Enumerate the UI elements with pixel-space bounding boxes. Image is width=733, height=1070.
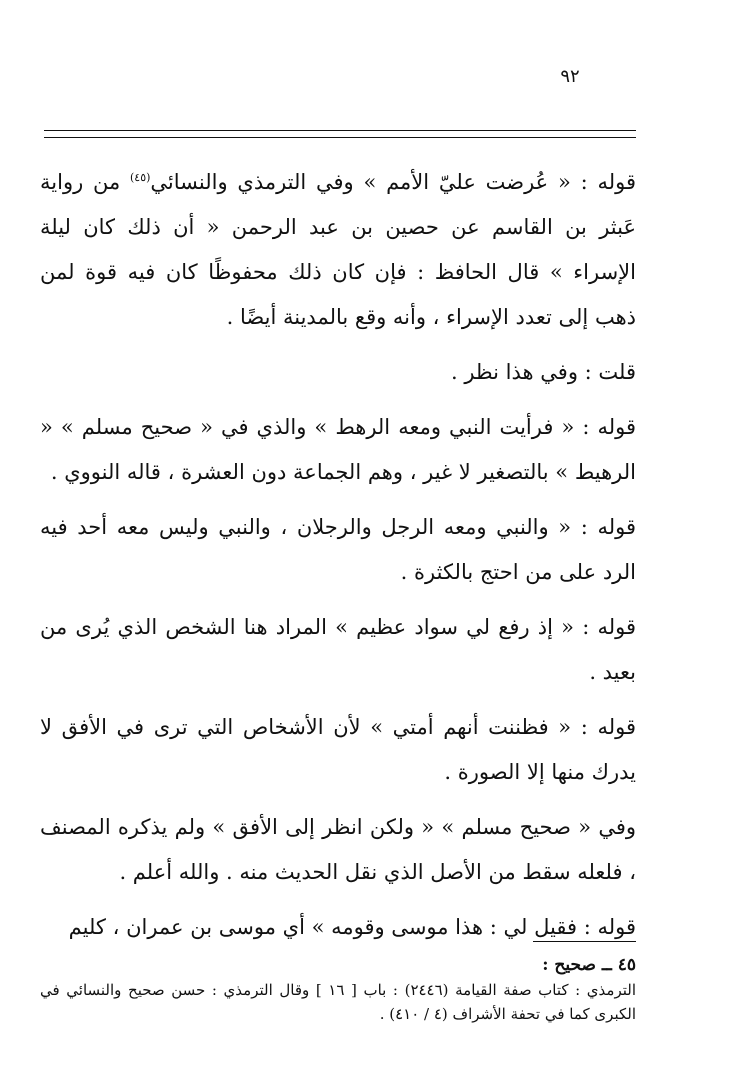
paragraph-7: وفي « صحيح مسلم » « ولكن انظر إلى الأفق » ولم يذكره المصنف ، فلعله سقط من الأصل الذي نقل الحديث منه . والله أعلم . bbox=[40, 815, 636, 884]
paragraph-1-start: قوله : « عُرضت عليّ الأمم » وفي الترمذي والنسائي bbox=[150, 170, 636, 194]
header-rule-top bbox=[44, 130, 636, 131]
page-number: ٩٢ bbox=[560, 66, 580, 87]
header-rule-bottom bbox=[44, 137, 636, 138]
paragraph-3: قوله : « فرأيت النبي ومعه الرهط » والذي في « صحيح مسلم » « الرهيط » بالتصغير لا غير ، وهم الجماعة دون العشرة ، قاله النووي . bbox=[40, 415, 636, 484]
paragraph-5: قوله : « إذ رفع لي سواد عظيم » المراد هنا الشخص الذي يُرى من بعيد . bbox=[40, 615, 636, 684]
body-text bbox=[40, 160, 636, 950]
paragraph-1-end: من رواية عَبثر بن القاسم عن حصين بن عبد الرحمن « أن ذلك كان ليلة الإسراء » قال الحافظ : فإن كان ذلك محفوظًا كان فيه قوة لمن ذهب إلى تعدد الإسراء ، وأنه وقع بالمدينة أيضًا . bbox=[40, 170, 636, 329]
paragraph-1 bbox=[40, 160, 636, 340]
footnote-reference: (٤٥) bbox=[130, 171, 151, 184]
footnotes bbox=[40, 952, 636, 1026]
footnote-separator bbox=[533, 941, 636, 942]
paragraph-2: قلت : وفي هذا نظر . bbox=[450, 360, 636, 384]
paragraph-8: قوله : فقيل لي : هذا موسى وقومه » أي موسى بن عمران ، كليم bbox=[68, 915, 636, 939]
footnote-text: الترمذي : كتاب صفة القيامة (٢٤٤٦) : باب [ ١٦ ] وقال الترمذي : حسن صحيح والنسائي في الكبرى كما في تحفة الأشراف (٤ / ٤١٠) . bbox=[40, 981, 636, 1023]
footnote-heading: ٤٥ ــ صحيح : bbox=[542, 955, 636, 975]
paragraph-6: قوله : « فظننت أنهم أمتي » لأن الأشخاص التي ترى في الأفق لا يدرك منها إلا الصورة . bbox=[40, 715, 636, 784]
paragraph-4: قوله : « والنبي ومعه الرجل والرجلان ، والنبي وليس معه أحد فيه الرد على من احتج بالكثرة . bbox=[40, 515, 636, 584]
